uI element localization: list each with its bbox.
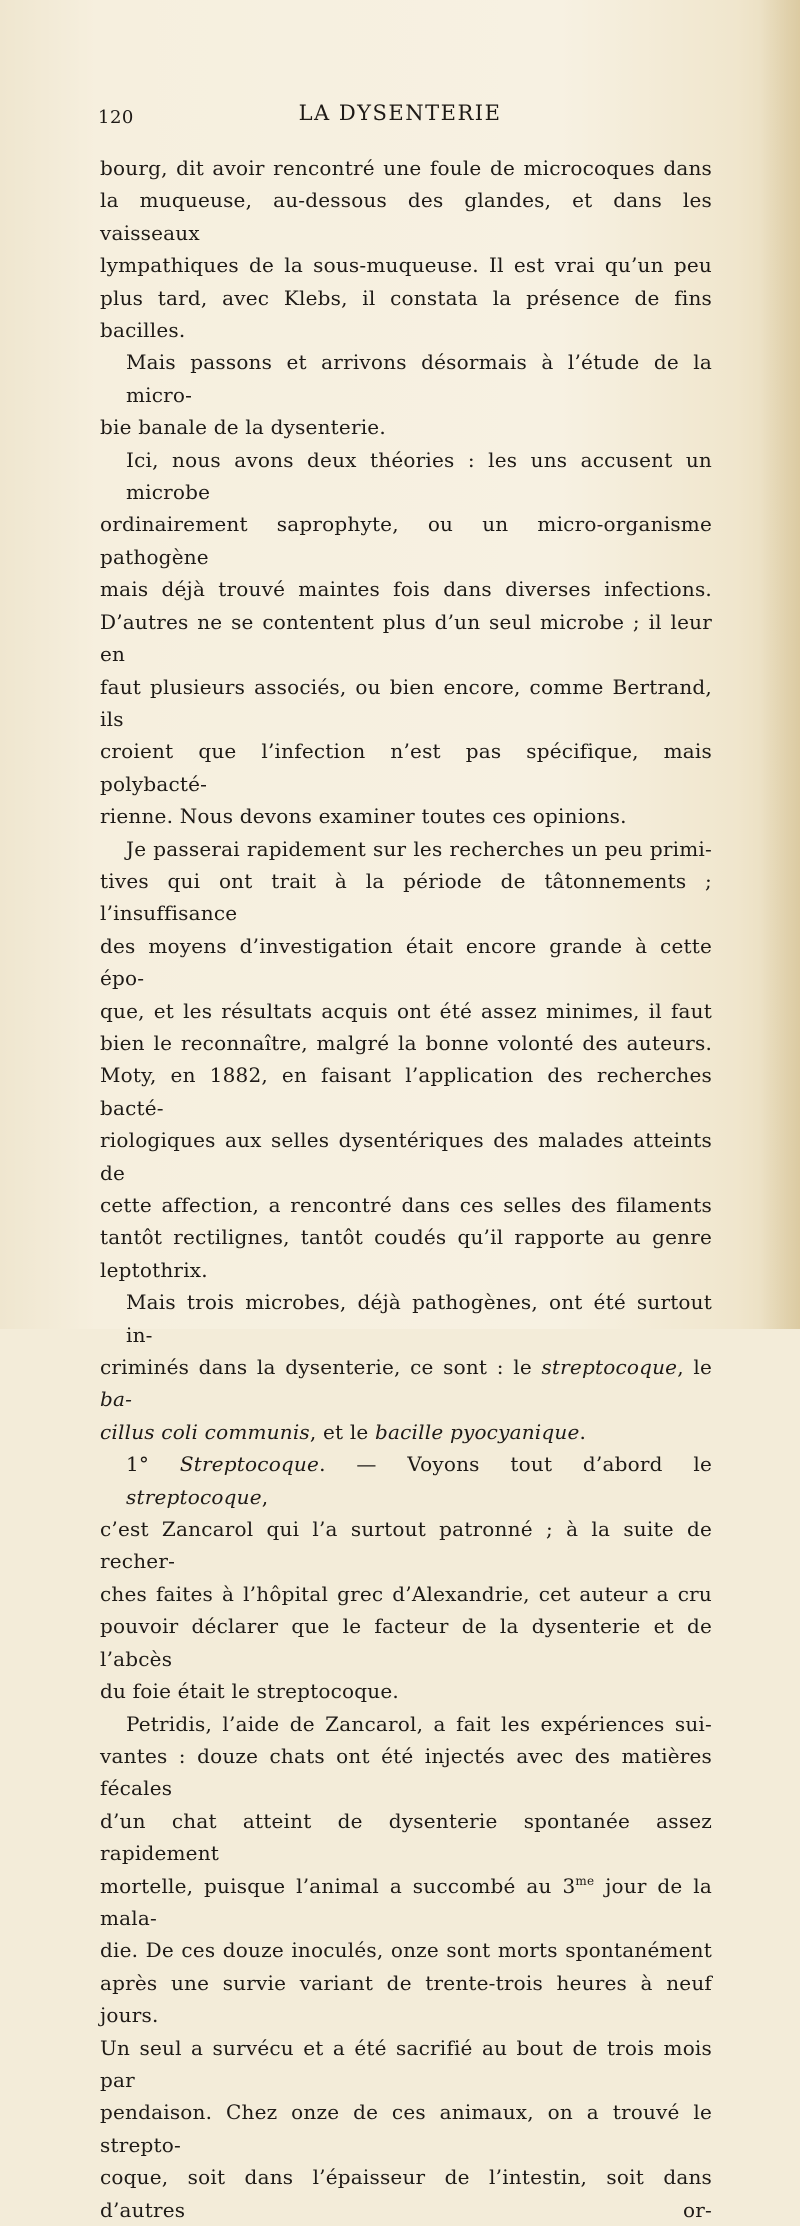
text-line: tantôt rectilignes, tantôt coudés qu’il rapporte au genre xyxy=(100,1225,712,1250)
text-line: coque, soit dans l’épaisseur de l’intestin, soit dans d’autres or- xyxy=(100,2165,712,2222)
text-line xyxy=(100,1416,712,1448)
text-line: leptothrix. xyxy=(100,1257,208,1282)
body-text xyxy=(100,152,712,2226)
text-line: vantes : douze chats ont été injectés avec des matières fécales xyxy=(100,1743,712,1801)
text-line: lympathiques de la sous-muqueuse. Il est vrai qu’un peu xyxy=(100,253,712,278)
text-line: faut plusieurs associés, ou bien encore, comme Bertrand, ils xyxy=(100,674,712,731)
text-line: que, et les résultats acquis ont été assez minimes, il faut xyxy=(100,998,712,1023)
text-line: Je passerai rapidement sur les recherches un peu primi- xyxy=(126,836,712,861)
text-line: du foie était le streptocoque. xyxy=(100,1679,399,1704)
text-line: Mais trois microbes, déjà pathogènes, ont été surtout in- xyxy=(126,1290,712,1347)
text-line: plus tard, avec Klebs, il constata la présence de fins bacilles. xyxy=(100,285,712,343)
page-edge-shadow xyxy=(760,0,800,1329)
text-line: d’un chat atteint de dysenterie spontanée assez rapidement xyxy=(100,1808,712,1866)
text-line xyxy=(100,1351,712,1416)
text-line: die. De ces douze inoculés, onze sont morts spontanément xyxy=(100,1938,712,1963)
text-line: Petridis, l’aide de Zancarol, a fait les expériences sui- xyxy=(126,1711,712,1736)
italic-term: streptocoque xyxy=(126,1484,262,1509)
text-line: Ici, nous avons deux théories : les uns accusent un microbe xyxy=(126,447,712,505)
text-line: Un seul a survécu et a été sacrifié au bout de trois mois par xyxy=(100,2035,712,2092)
page-number: 120 xyxy=(98,107,134,128)
text-line: pouvoir déclarer que le facteur de la dysenterie et de l’abcès xyxy=(100,1614,712,1671)
text-line: des moyens d’investigation était encore grande à cette épo- xyxy=(100,933,712,991)
text-line: la muqueuse, au-dessous des glandes, et dans les vaisseaux xyxy=(100,188,712,245)
text-line: pendaison. Chez onze de ces animaux, on a trouvé le strepto- xyxy=(100,2100,712,2157)
text-line: bien le reconnaître, malgré la bonne volonté des auteurs. xyxy=(100,1030,712,1055)
text-line xyxy=(100,1870,712,1935)
text-line: mais déjà trouvé maintes fois dans diverses infections. xyxy=(100,577,712,602)
text-line: bie banale de la dysenterie. xyxy=(100,415,386,440)
text-fragment: . xyxy=(579,1419,587,1444)
italic-term: streptocoque xyxy=(541,1355,678,1380)
text-fragment: criminés dans la dysenterie, ce sont : le xyxy=(100,1355,542,1380)
italic-term: Streptocoque xyxy=(179,1452,320,1477)
text-fragment: , xyxy=(261,1484,269,1509)
text-line: rienne. Nous devons examiner toutes ces opinions. xyxy=(100,804,627,829)
text-fragment: mortelle, puisque l’animal a succombé au 3 xyxy=(100,1873,576,1898)
text-line: c’est Zancarol qui l’a surtout patronné ; à la suite de recher- xyxy=(100,1517,712,1574)
italic-term: ba- xyxy=(100,1387,133,1412)
text-fragment: . — Voyons tout d’abord le xyxy=(319,1452,712,1477)
text-line: après une survie variant de trente-trois heures à neuf jours. xyxy=(100,1970,712,2028)
text-line: tives qui ont trait à la période de tâtonnements ; l’insuffisance xyxy=(100,868,712,926)
superscript: me xyxy=(575,1873,595,1888)
page-header xyxy=(0,95,800,135)
running-title: LA DYSENTERIE xyxy=(298,101,502,125)
text-fragment: 1° xyxy=(126,1452,180,1477)
text-fragment: , le xyxy=(677,1355,712,1380)
text-fragment: , et le xyxy=(309,1419,376,1444)
italic-term: cillus coli communis xyxy=(100,1419,310,1444)
text-line: cette affection, a rencontré dans ces selles des filaments xyxy=(100,1193,712,1217)
text-line xyxy=(100,1448,712,1513)
text-line: riologiques aux selles dysentériques des malades atteints de xyxy=(100,1128,712,1185)
italic-term: bacille pyocyanique xyxy=(375,1419,580,1444)
text-line: croient que l’infection n’est pas spécifique, mais polybacté- xyxy=(100,739,712,796)
text-line: ordinairement saprophyte, ou un micro-organisme pathogène xyxy=(100,512,712,569)
text-line: D’autres ne se contentent plus d’un seul microbe ; il leur en xyxy=(100,609,712,667)
text-line: Moty, en 1882, en faisant l’application des recherches bacté- xyxy=(100,1063,712,1120)
text-fragment: jour de la mala- xyxy=(100,1873,713,1930)
text-line: Mais passons et arrivons désormais à l’étude de la micro- xyxy=(126,350,712,407)
text-line: ches faites à l’hôpital grec d’Alexandrie, cet auteur a cru xyxy=(100,1581,712,1606)
text-line: bourg, dit avoir rencontré une foule de microcoques dans xyxy=(100,156,712,180)
